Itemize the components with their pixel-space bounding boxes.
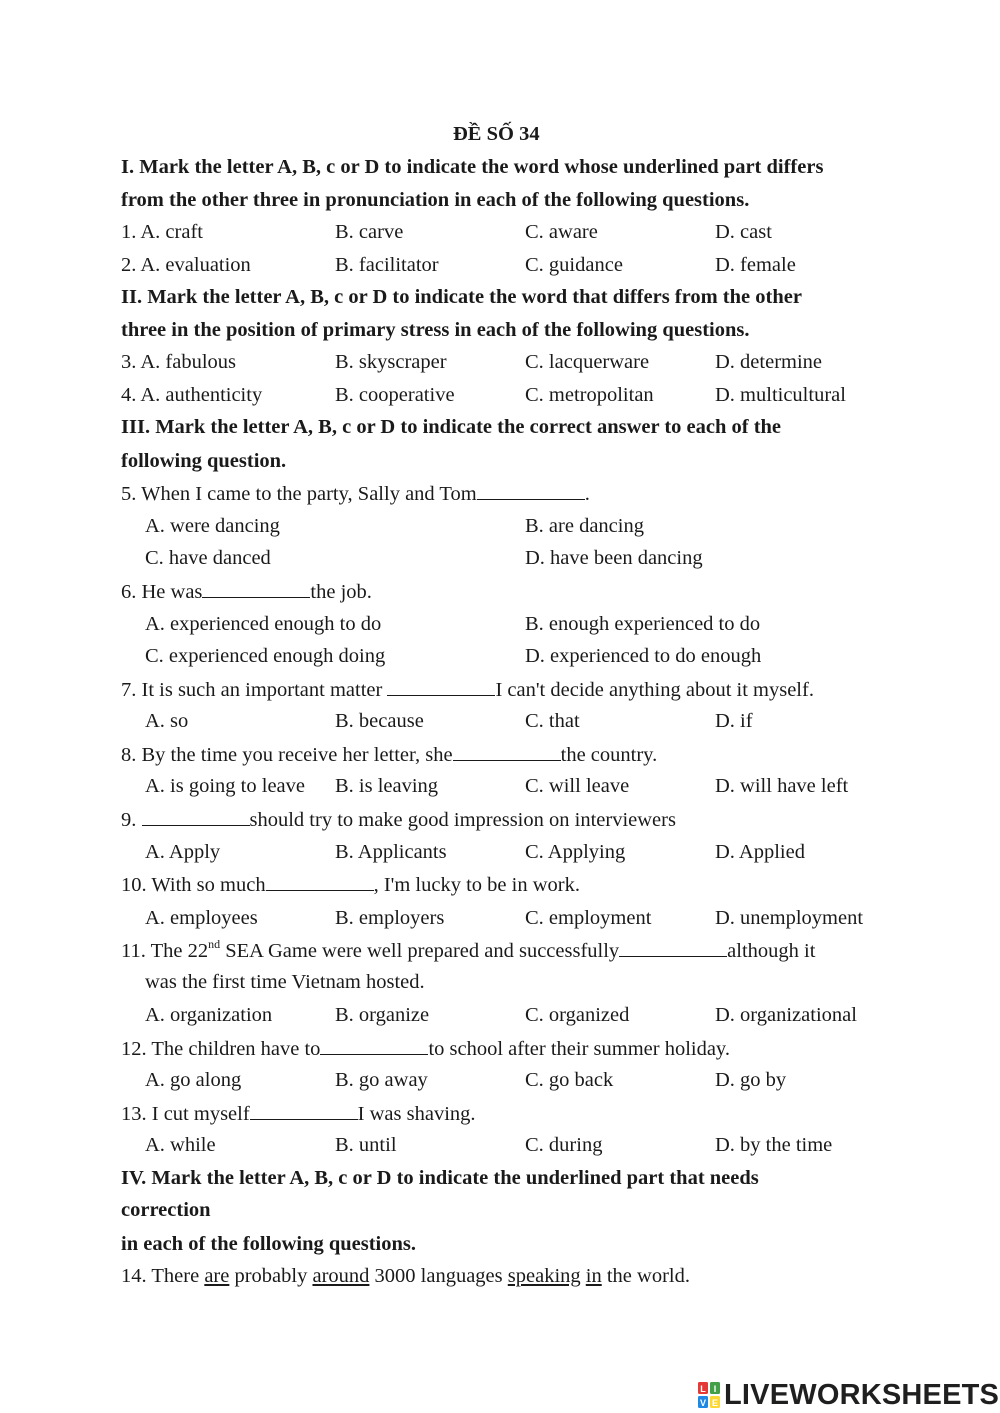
section-3-heading-text: . Mark the letter A, B, c or D to indicate the correct answer to each of the bbox=[144, 416, 782, 438]
q9-answer-blank[interactable] bbox=[142, 807, 250, 826]
svg-text:E: E bbox=[711, 1398, 719, 1408]
section-1-heading: I. Mark the letter A, B, c or D to indicate the word whose underlined part differs bbox=[121, 156, 824, 178]
section-1-heading-line2: from the other three in pronunciation in each of the following questions. bbox=[121, 189, 750, 211]
q7-option-b: B. because bbox=[335, 710, 424, 732]
q9-stem-end: should try to make good impression on interviewers bbox=[249, 809, 676, 831]
question-12-stem bbox=[121, 1036, 730, 1061]
q14-text-1: 14. There bbox=[121, 1265, 205, 1287]
q12-answer-blank[interactable] bbox=[320, 1036, 428, 1055]
question-13-stem bbox=[121, 1101, 476, 1126]
liveworksheets-logo[interactable] bbox=[697, 1378, 999, 1412]
q9-option-a: A. Apply bbox=[145, 841, 221, 863]
q6-option-d: D. experienced to do enough bbox=[525, 645, 762, 667]
q5-option-d: D. have been dancing bbox=[525, 547, 703, 569]
q2-option-d: D. female bbox=[715, 254, 796, 276]
q13-option-c: C. during bbox=[525, 1134, 603, 1156]
question-11-stem bbox=[121, 938, 815, 963]
q14-text-2: probably bbox=[229, 1265, 313, 1287]
q13-stem-end: I was shaving. bbox=[357, 1103, 476, 1125]
q13-option-d: D. by the time bbox=[715, 1134, 833, 1156]
q10-option-b: B. employers bbox=[335, 907, 445, 929]
q11-option-a: A. organization bbox=[145, 1004, 273, 1026]
q4-option-d: D. multicultural bbox=[715, 384, 846, 406]
q11-option-c: C. organized bbox=[525, 1004, 630, 1026]
section-2-heading-line2: three in the position of primary stress in each of the following questions. bbox=[121, 319, 750, 341]
q9-option-b: B. Applicants bbox=[335, 841, 447, 863]
q2-option-a: 2. A. evaluation bbox=[121, 254, 251, 276]
q5-answer-blank[interactable] bbox=[477, 481, 585, 500]
q14-text-5: the world. bbox=[601, 1265, 690, 1287]
q14-text-3: 3000 languages bbox=[369, 1265, 508, 1287]
page-title: ĐỀ SỐ 34 bbox=[453, 123, 540, 145]
section-3-heading bbox=[121, 415, 781, 439]
question-7-stem bbox=[121, 677, 814, 702]
question-8-stem bbox=[121, 742, 657, 767]
q8-option-d: D. will have left bbox=[715, 775, 849, 797]
q1-option-a: 1. A. craft bbox=[121, 221, 203, 243]
q10-option-d: D. unemployment bbox=[715, 907, 864, 929]
question-14 bbox=[121, 1264, 690, 1288]
q4-option-a: 4. A. authenticity bbox=[121, 384, 263, 406]
q1-option-d: D. cast bbox=[715, 221, 772, 243]
q14-underlined-d[interactable]: in bbox=[585, 1265, 602, 1287]
q12-option-c: C. go back bbox=[525, 1069, 614, 1091]
q8-stem-text: 8. By the time you receive her letter, she bbox=[121, 744, 453, 766]
q9-option-d: D. Applied bbox=[715, 841, 805, 863]
section-4-heading: IV. Mark the letter A, B, c or D to indicate the underlined part that needs bbox=[121, 1167, 759, 1189]
q13-option-b: B. until bbox=[335, 1134, 397, 1156]
q4-option-b: B. cooperative bbox=[335, 384, 455, 406]
q7-stem-end: I can't decide anything about it myself. bbox=[495, 679, 814, 701]
q8-answer-blank[interactable] bbox=[453, 742, 561, 761]
q10-answer-blank[interactable] bbox=[266, 872, 374, 891]
q11-stem-end: although it bbox=[727, 940, 816, 962]
liveworksheets-logo-icon bbox=[697, 1381, 721, 1409]
q2-option-b: B. facilitator bbox=[335, 254, 439, 276]
q1-option-c: C. aware bbox=[525, 221, 598, 243]
svg-text:L: L bbox=[700, 1384, 706, 1394]
section-3-number: III bbox=[121, 416, 145, 438]
q14-underlined-b[interactable]: around bbox=[312, 1265, 370, 1287]
q5-stem-end: . bbox=[584, 483, 590, 505]
q12-stem-end: to school after their summer holiday. bbox=[428, 1038, 730, 1060]
q12-option-d: D. go by bbox=[715, 1069, 787, 1091]
svg-text:I: I bbox=[713, 1384, 717, 1394]
question-5-stem bbox=[121, 481, 590, 506]
q12-option-b: B. go away bbox=[335, 1069, 428, 1091]
q8-option-a: A. is going to leave bbox=[145, 775, 305, 797]
q14-underlined-a[interactable]: are bbox=[204, 1265, 230, 1287]
q5-option-c: C. have danced bbox=[145, 547, 271, 569]
q11-superscript: nd bbox=[208, 937, 221, 951]
q10-option-c: C. employment bbox=[525, 907, 652, 929]
q7-option-c: C. that bbox=[525, 710, 580, 732]
q5-stem-text: 5. When I came to the party, Sally and Tom bbox=[121, 483, 477, 505]
liveworksheets-logo-text: LIVEWORKSHEETS bbox=[724, 1379, 1000, 1411]
q11-answer-blank[interactable] bbox=[619, 938, 727, 957]
section-4-heading-line3: in each of the following questions. bbox=[121, 1233, 416, 1255]
svg-text:V: V bbox=[699, 1398, 707, 1408]
q10-option-a: A. employees bbox=[145, 907, 258, 929]
q8-stem-end: the country. bbox=[560, 744, 658, 766]
question-11-stem-line2: was the first time Vietnam hosted. bbox=[145, 971, 425, 993]
q9-stem-text: 9. bbox=[121, 809, 142, 831]
q6-stem-text: 6. He was bbox=[121, 581, 203, 603]
q7-option-a: A. so bbox=[145, 710, 189, 732]
q12-option-a: A. go along bbox=[145, 1069, 242, 1091]
section-4-heading-line2: correction bbox=[121, 1199, 211, 1221]
q6-option-c: C. experienced enough doing bbox=[145, 645, 386, 667]
section-3-heading-line2: following question. bbox=[121, 450, 287, 472]
q5-option-a: A. were dancing bbox=[145, 515, 280, 537]
q1-option-b: B. carve bbox=[335, 221, 404, 243]
q8-option-c: C. will leave bbox=[525, 775, 630, 797]
question-9-stem bbox=[121, 807, 676, 832]
q2-option-c: C. guidance bbox=[525, 254, 623, 276]
q4-option-c: C. metropolitan bbox=[525, 384, 654, 406]
q7-option-d: D. if bbox=[715, 710, 753, 732]
q9-option-c: C. Applying bbox=[525, 841, 626, 863]
q11-stem-text: 11. The 22 bbox=[121, 940, 209, 962]
q11-option-d: D. organizational bbox=[715, 1004, 857, 1026]
section-2-heading: II. Mark the letter A, B, c or D to indicate the word that differs from the other bbox=[121, 286, 802, 308]
q13-answer-blank[interactable] bbox=[250, 1101, 358, 1120]
q6-stem-end: the job. bbox=[310, 581, 372, 603]
q7-answer-blank[interactable] bbox=[387, 677, 495, 696]
q13-option-a: A. while bbox=[145, 1134, 216, 1156]
q5-option-b: B. are dancing bbox=[525, 515, 644, 537]
q3-option-a: 3. A. fabulous bbox=[121, 351, 237, 373]
q3-option-d: D. determine bbox=[715, 351, 823, 373]
q13-stem-text: 13. I cut myself bbox=[121, 1103, 250, 1125]
q12-stem-text: 12. The children have to bbox=[121, 1038, 321, 1060]
q10-stem-end: , I'm lucky to be in work. bbox=[373, 874, 580, 896]
q14-underlined-c[interactable]: speaking bbox=[507, 1265, 581, 1287]
question-10-stem bbox=[121, 872, 580, 897]
q6-option-b: B. enough experienced to do bbox=[525, 613, 761, 635]
q6-answer-blank[interactable] bbox=[202, 579, 310, 598]
q7-stem-text: 7. It is such an important matter bbox=[121, 679, 388, 701]
question-6-stem bbox=[121, 579, 372, 604]
q11-option-b: B. organize bbox=[335, 1004, 430, 1026]
q3-option-c: C. lacquerware bbox=[525, 351, 650, 373]
q10-stem-text: 10. With so much bbox=[121, 874, 266, 896]
q8-option-b: B. is leaving bbox=[335, 775, 439, 797]
q6-option-a: A. experienced enough to do bbox=[145, 613, 382, 635]
q3-option-b: B. skyscraper bbox=[335, 351, 447, 373]
q11-stem-mid: SEA Game were well prepared and successfully bbox=[220, 940, 620, 962]
